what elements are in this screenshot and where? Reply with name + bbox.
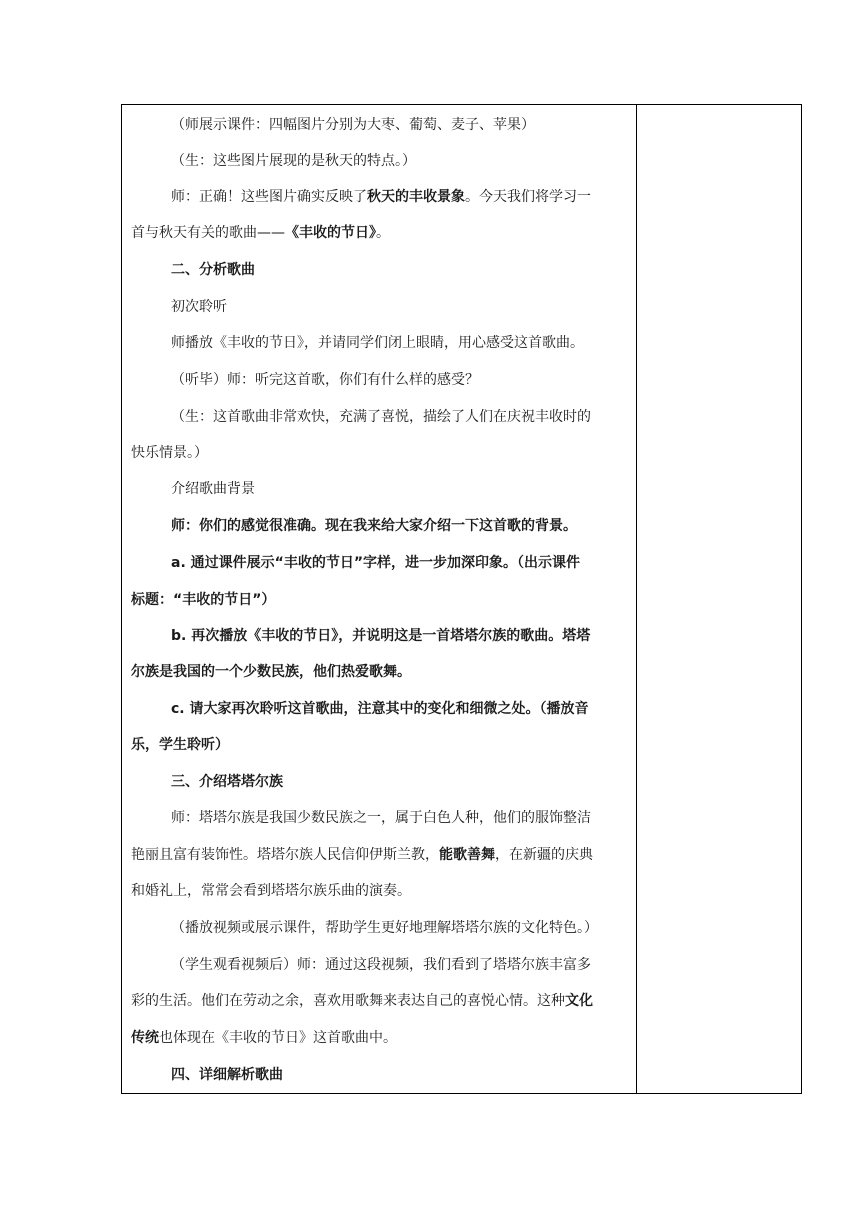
paragraph: （生：这些图片展现的是秋天的特点。） xyxy=(171,153,416,169)
paragraph-continuation: 彩的生活。他们在劳动之余，喜欢用歌舞来表达自己的喜悦心情。这种文化 xyxy=(131,993,593,1009)
section-heading: 二、分析歌曲 xyxy=(171,262,255,278)
paragraph: 师：你们的感觉很准确。现在我来给大家介绍一下这首歌的背景。 xyxy=(171,518,577,534)
paragraph-continuation: 艳丽且富有装饰性。塔塔尔族人民信仰伊斯兰教，能歌善舞，在新疆的庆典 xyxy=(131,847,593,863)
paragraph-continuation: 乐，学生聆听） xyxy=(131,737,229,753)
paragraph-continuation: 首与秋天有关的歌曲——《丰收的节日》。 xyxy=(131,225,390,241)
section-heading: 四、详细解析歌曲 xyxy=(171,1067,283,1083)
paragraph: 师：塔塔尔族是我国少数民族之一，属于白色人种，他们的服饰整洁 xyxy=(171,810,591,826)
subheading: 初次聆听 xyxy=(171,299,227,315)
paragraph: （听毕）师：听完这首歌，你们有什么样的感受？ xyxy=(171,372,479,388)
list-item-a: a. 通过课件展示“丰收的节日”字样，进一步加深印象。（出示课件 xyxy=(171,555,581,571)
paragraph: （师展示课件：四幅图片分别为大枣、葡萄、麦子、苹果） xyxy=(171,117,535,133)
paragraph-continuation: 和婚礼上，常常会看到塔塔尔族乐曲的演奏。 xyxy=(131,883,411,899)
paragraph: （生：这首歌曲非常欢快，充满了喜悦，描绘了人们在庆祝丰收时的 xyxy=(171,409,591,425)
lesson-table xyxy=(121,104,802,1094)
paragraph-continuation: 传统也体现在《丰收的节日》这首歌曲中。 xyxy=(131,1030,397,1046)
paragraph-continuation: 快乐情景。） xyxy=(131,445,208,461)
list-item-c: c. 请大家再次聆听这首歌曲，注意其中的变化和细微之处。（播放音 xyxy=(171,701,589,717)
paragraph: （学生观看视频后）师：通过这段视频，我们看到了塔塔尔族丰富多 xyxy=(171,957,591,973)
section-heading: 三、介绍塔塔尔族 xyxy=(171,774,283,790)
paragraph: 师：正确！这些图片确实反映了秋天的丰收景象。今天我们将学习一 xyxy=(171,189,591,205)
paragraph: 师播放《丰收的节日》，并请同学们闭上眼睛，用心感受这首歌曲。 xyxy=(171,335,584,351)
subheading: 介绍歌曲背景 xyxy=(171,481,255,497)
paragraph-continuation: 尔族是我国的一个少数民族，他们热爱歌舞。 xyxy=(131,664,411,680)
notes-column-cell xyxy=(637,105,801,1093)
paragraph-continuation: 标题：“丰收的节日”） xyxy=(131,592,276,608)
paragraph: （播放视频或展示课件，帮助学生更好地理解塔塔尔族的文化特色。） xyxy=(171,920,598,936)
list-item-b: b. 再次播放《丰收的节日》，并说明这是一首塔塔尔族的歌曲。塔塔 xyxy=(171,628,591,644)
